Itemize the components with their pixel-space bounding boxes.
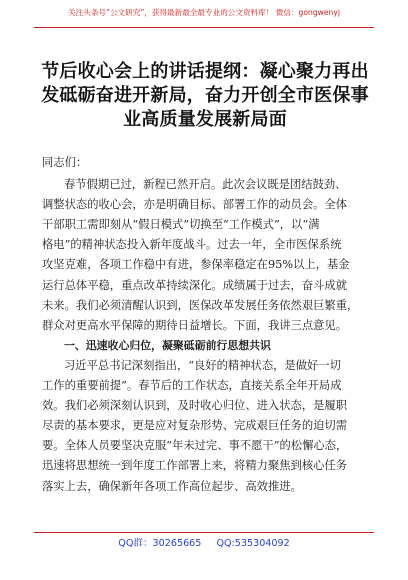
section-line: 落实上去，确保新年各项工作高位起步、高效推进。 (42, 479, 302, 493)
title-line: 发砥砺奋进开新局，奋力开创全市医保事 (41, 85, 369, 106)
paragraph-line: 干部职工需即刻从“假日模式”切换至“工作模式”，以“满 (42, 218, 320, 232)
header-banner (34, 3, 374, 28)
section-line: 习近平总书记深刻指出，“良好的精神状态，是做好一切 (64, 358, 341, 372)
section-line: 效。我们必须深刻认识到，及时收心归位、进入状态，是履职 (42, 399, 348, 413)
paragraph-line: 春节假期已过，新程已然开启。此次会议既是团结鼓劲、 (64, 178, 347, 192)
footer-contact (34, 532, 374, 553)
header-banner-text: 关注头条号“公文研究”，获得最新最全最专业的公文资料库！ 微信：gongwenyj (68, 8, 340, 17)
title-line: 节后收心会上的讲话提纲：凝心聚力再出 (41, 61, 369, 82)
section-line: 迅速将思想统一到年度工作部署上来，将精力聚焦到核心任务 (42, 459, 348, 473)
footer-qq-group: QQ群：30265665 (118, 538, 202, 549)
section-line: 工作的重要前提”。春节后的工作状态，直接关系全年开局成 (42, 379, 342, 393)
section-line: 要。全体人员要坚决克服“年未过完、事不愿干”的松懈心态， (42, 439, 348, 453)
document-title (40, 60, 370, 132)
title-line: 业高质量发展新局面 (123, 109, 287, 130)
section-heading: 一、迅速收心归位，凝聚砥砺前行思想共识 (64, 338, 271, 352)
paragraph-line: 攻坚克难，各项工作稳中有进，参保率稳定在95%以上，基金 (42, 258, 350, 272)
paragraph-line: 调整状态的收心会，亦是明确目标、部署工作的动员会。全体 (42, 198, 348, 212)
greeting: 同志们： (42, 156, 88, 169)
section-line: 尽责的基本要求，更是应对复杂形势、完成艰巨任务的迫切需 (42, 419, 348, 433)
footer-qq-number: QQ:535304092 (216, 538, 290, 549)
document-body (42, 153, 368, 497)
paragraph-line: 运行总体平稳，重点改革持续深化。成绩属于过去，奋斗成就 (42, 278, 348, 292)
paragraph-line: 格电”的精神状态投入新年度战斗。过去一年，全市医保系统 (42, 238, 342, 252)
paragraph-line: 群众对更高水平保障的期待日益增长。下面，我讲三点意见。 (42, 318, 348, 332)
paragraph-line: 未来。我们必须清醒认识到，医保改革发展任务依然艰巨繁重， (42, 298, 359, 312)
